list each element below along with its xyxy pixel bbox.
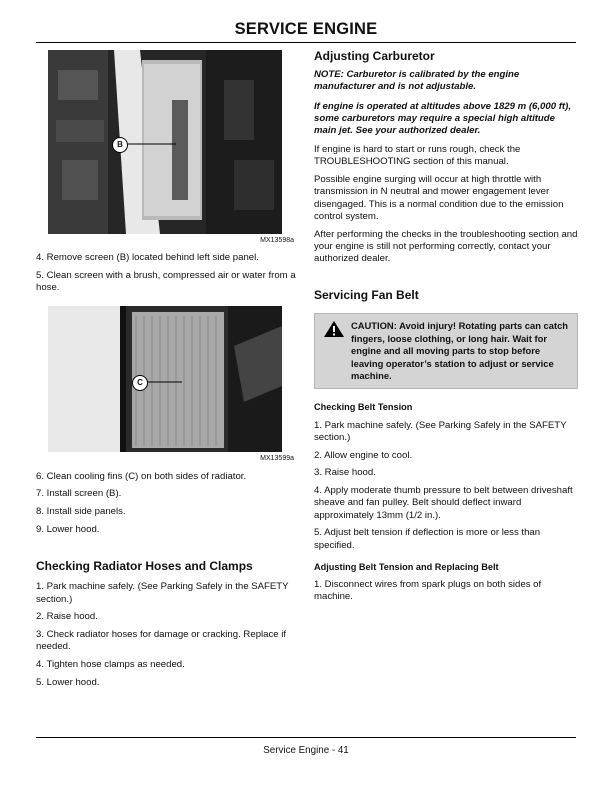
note-text: If engine is operated at altitudes above 1829 m (6,000 ft), some carburetors may require a special high altitude main jet. See your authorized dealer. (314, 100, 571, 137)
subsection-heading: Adjusting Belt Tension and Replacing Belt (314, 561, 499, 572)
right-column (314, 50, 578, 609)
callout-b: B (112, 137, 128, 153)
subsection-heading: Checking Belt Tension (314, 402, 413, 413)
figure-caption: MX13599a (260, 455, 294, 463)
figure-screen (48, 50, 298, 247)
step-text: 3. Raise hood. (314, 467, 376, 479)
step-text: 2. Raise hood. (36, 611, 98, 623)
step-text: 4. Apply moderate thumb pressure to belt between driveshaft sheave and fan pulley. Belt should deflect inward approximately 13mm (1/2 in.). (314, 485, 573, 521)
page-title: SERVICE ENGINE (234, 20, 378, 38)
left-column (36, 50, 298, 695)
step-text: 1. Park machine safely. (See Parking Safely in the SAFETY section.) (314, 419, 567, 443)
step-text: 8. Install side panels. (36, 506, 126, 518)
step-text: 4. Tighten hose clamps as needed. (36, 659, 185, 671)
step-text: 5. Adjust belt tension if deflection is more or less than specified. (314, 527, 541, 551)
section-heading: Checking Radiator Hoses and Clamps (36, 559, 253, 574)
radiator-fins-photo (48, 306, 282, 452)
section-heading: Adjusting Carburetor (314, 49, 435, 63)
body-text: If engine is hard to start or runs rough, check the TROUBLESHOOTING section of this manual. (314, 144, 521, 168)
step-text: 1. Disconnect wires from spark plugs on both sides of machine. (314, 579, 542, 603)
figure-radiator (48, 306, 298, 465)
step-text: 6. Clean cooling fins (C) on both sides of radiator. (36, 470, 247, 482)
caution-box (314, 313, 578, 389)
note-text: NOTE: Carburetor is calibrated by the engine manufacturer and is not adjustable. (314, 69, 520, 93)
step-text: 4. Remove screen (B) located behind left side panel. (36, 252, 259, 264)
step-text: 1. Park machine safely. (See Parking Safely in the SAFETY section.) (36, 581, 289, 605)
footer-rule (36, 737, 576, 738)
section-heading: Servicing Fan Belt (314, 288, 419, 303)
figure-caption: MX13598a (260, 237, 294, 244)
caution-text: CAUTION: Avoid injury! Rotating parts can catch fingers, loose clothing, or long hair. Wait for engine and all moving parts to stop before leaving operator’s station to adjust or service machine. (351, 320, 569, 382)
warning-icon (323, 320, 345, 341)
header-rule (36, 42, 576, 43)
engine-screen-photo (48, 50, 282, 234)
step-text: 5. Lower hood. (36, 677, 100, 688)
body-text: Possible engine surging will occur at high throttle with transmission in N neutral and mower engagement lever disengaged. This is a normal condition due to the emission control system. (314, 174, 564, 222)
callout-c: C (132, 375, 148, 391)
body-text: After performing the checks in the troubleshooting section and your engine is still not performing correctly, contact your authorized dealer. (314, 228, 578, 265)
step-text: 3. Check radiator hoses for damage or cracking. Replace if needed. (36, 629, 287, 653)
step-text: 7. Install screen (B). (36, 488, 122, 500)
step-text: 5. Clean screen with a brush, compressed air or water from a hose. (36, 270, 296, 294)
step-text: 2. Allow engine to cool. (314, 449, 413, 461)
page-footer: Service Engine - 41 (263, 745, 349, 756)
step-text: 9. Lower hood. (36, 524, 100, 535)
